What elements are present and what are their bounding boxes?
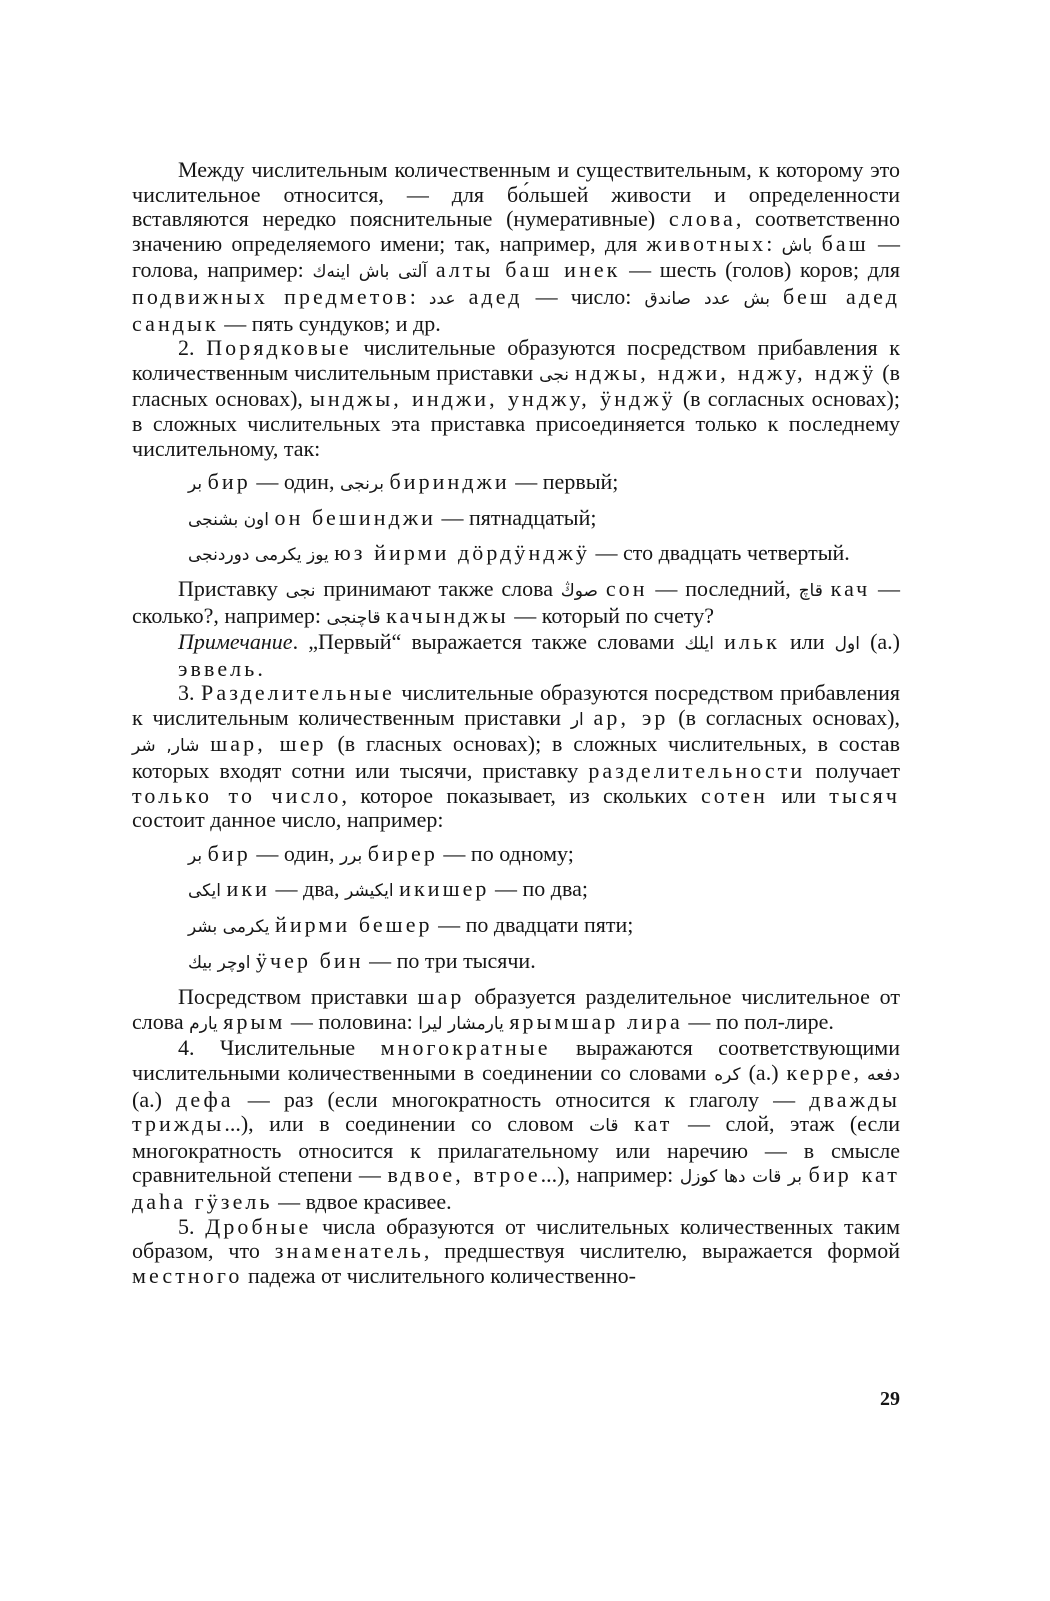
text-run: — первый; [509, 469, 619, 495]
text-run: — по двадцати пяти; [432, 912, 634, 938]
spaced-term: только то число [132, 782, 342, 808]
example-line [132, 506, 900, 533]
transliteration: нджы, нджи, нджу, нджӱ [575, 359, 877, 385]
text-run: — слой, этаж (если многократность относится к прилагательному или наречию — в смысле сравнительной степени — [132, 1111, 900, 1188]
spaced-term: сотен [700, 782, 768, 808]
text-run: . [257, 655, 263, 681]
transliteration: кач [830, 575, 871, 601]
spaced-term: Дробные [205, 1213, 312, 1239]
text-run: — пятнадцатый; [435, 504, 597, 530]
text-run: состоит данное число, например: [132, 807, 444, 833]
text-run: — два, [270, 876, 346, 902]
paragraph-ordinals [132, 336, 900, 461]
transliteration: шар, шер [210, 731, 327, 757]
text-run: получает [805, 758, 901, 784]
spaced-term: слова [668, 206, 736, 232]
example-line [132, 470, 900, 497]
text-run: (в согласных основах); в сложных числительных эта приставка присоединяется только к последнему числительному, так: [132, 386, 900, 461]
transliteration: шар [417, 984, 465, 1010]
text-run: Между числительным количественным и существительным, к которому это числительное относится, — для бо́льшей живости и определенности вставляются нередко пояснительные (нумеративные) [132, 157, 900, 232]
example-line [132, 949, 900, 976]
transliteration: адед [468, 283, 523, 309]
transliteration: икишер [399, 876, 490, 902]
text-run: образуется разделительное числительное от слова [132, 984, 900, 1034]
text-run: — по одному; [437, 840, 574, 866]
text-run: — по три тысячи. [363, 947, 536, 973]
text-run: Посредством приставки [178, 984, 418, 1010]
transliteration: кат [634, 1111, 673, 1137]
text-run: — сколько?, например: [132, 575, 901, 628]
transliteration: керре [786, 1060, 854, 1085]
transliteration: ярымшар лира [509, 1008, 683, 1034]
arabic-word: یارمشار لیرا [418, 1013, 504, 1034]
paragraph-fractions [132, 1215, 900, 1289]
arabic-word: ایکیشر [345, 881, 394, 902]
transliteration: бир [207, 469, 251, 495]
text-run: : [409, 283, 429, 309]
text-run [770, 284, 783, 309]
page-number: 29 [880, 1388, 900, 1410]
transliteration: качынджы [386, 602, 509, 628]
transliteration: ар, эр [593, 704, 669, 730]
spaced-term: разделительности [588, 758, 806, 784]
text-run: , которое показывает, из скольких [341, 782, 701, 808]
transliteration: ильк [724, 629, 780, 655]
text-run: , предшествуя числителю, выражается формой [423, 1238, 900, 1264]
spaced-term: знаменатель [274, 1238, 424, 1264]
arabic-word: ایکی [188, 881, 222, 902]
text-run: — один, [250, 469, 340, 495]
text-run: — по два; [489, 876, 588, 902]
examples-distributives [132, 842, 900, 975]
text-run: 4. Числительные [178, 1035, 381, 1061]
text-run: выражаются соответствующими числительными количественными в соединении со словами [132, 1035, 900, 1085]
arabic-word: یکرمی بشر [188, 917, 270, 938]
text-run: — шесть (голов) коров; для [620, 257, 901, 283]
paragraph-half [132, 985, 900, 1036]
spaced-term: местного [132, 1262, 243, 1288]
text-run: (а.) [132, 1086, 177, 1112]
text-run: , соответственно значению определяемого имени; так, например, для [132, 206, 900, 256]
text-run [714, 629, 724, 654]
text-run [427, 257, 436, 282]
paragraph-ordinal-prefix [132, 577, 900, 630]
text-run: . „Первый“ выражается также словами [292, 629, 685, 655]
text-run [619, 1111, 635, 1136]
arabic-word: اون بشنجی [188, 509, 269, 530]
text-run: Приставку [178, 575, 286, 601]
main-text [132, 158, 900, 1288]
text-run [598, 576, 606, 601]
text-run: или [767, 782, 830, 808]
text-run: — голова, например: [132, 230, 900, 283]
text-run: — по пол-лире. [682, 1008, 834, 1034]
transliteration: дефа [176, 1086, 234, 1112]
text-run: или [779, 629, 835, 655]
text-run [199, 731, 210, 756]
text-run [823, 576, 831, 601]
arabic-word: اول [834, 634, 860, 655]
arabic-word: بش عدد صاندق [644, 288, 770, 309]
arabic-word: برر [339, 845, 363, 866]
paragraph-distributives [132, 681, 900, 833]
arabic-word: قات [589, 1116, 619, 1137]
text-run [802, 1162, 809, 1187]
arabic-word: نجی [539, 364, 569, 385]
spaced-term: вдвое, втрое [387, 1162, 541, 1188]
arabic-word: بر [188, 845, 203, 866]
text-run: (в согласных основах), [668, 704, 901, 730]
transliteration: ярым [223, 1008, 286, 1034]
arabic-word: دفعه [867, 1065, 901, 1085]
text-run [584, 705, 594, 730]
text-run: — сто двадцать четвертый. [590, 540, 850, 566]
text-run: числительные образуются посредством прибавления к количественным числительным приставки [132, 335, 900, 385]
spaced-term: подвижных предметов [132, 283, 410, 309]
text-run: принимают также слова [315, 575, 561, 601]
arabic-word: بر قات دها کوزل [679, 1167, 803, 1188]
arabic-word: ار [570, 709, 584, 730]
paragraph-multiplicatives [132, 1036, 900, 1214]
transliteration: бирер [367, 840, 438, 866]
section-number: 2. [178, 335, 207, 361]
text-run: — вдвое красивее. [272, 1188, 452, 1214]
text-run: — половина: [285, 1008, 419, 1034]
note [132, 630, 900, 681]
text-run: (а.) [740, 1060, 787, 1085]
arabic-word: قاچ [798, 580, 823, 601]
text-run [456, 284, 469, 309]
arabic-word: ایلك [684, 634, 714, 655]
text-run: (а.) [859, 629, 900, 655]
text-run: (в гласных основах); в сложных числительных, в состав которых входят сотни или тысячи, приставку [132, 731, 900, 784]
example-line [132, 541, 900, 568]
arabic-word: عدد [428, 288, 456, 309]
arabic-word: کره [714, 1065, 741, 1085]
arabic-word: یارم [189, 1013, 218, 1034]
example-line [132, 877, 900, 904]
arabic-word: آلتی باش اینه‌ك [312, 262, 428, 283]
arabic-word: نجی [285, 580, 316, 601]
text-run: ...), например: [540, 1162, 680, 1188]
transliteration: бир [207, 840, 251, 866]
text-run: , [853, 1060, 867, 1085]
text-run: падежа от числительного количественно- [242, 1262, 636, 1288]
example-line [132, 913, 900, 940]
section-number: 3. [178, 680, 202, 706]
example-line [132, 842, 900, 869]
transliteration: беш адед сандык [132, 283, 900, 336]
spaced-term: Порядковые [206, 335, 352, 361]
text-run: (в гласных основах), [132, 359, 901, 412]
transliteration: бир кат даһа гӱзель [132, 1162, 900, 1214]
arabic-word: قاچنجی [326, 607, 381, 628]
spaced-term: дважды трижды [132, 1086, 901, 1137]
spaced-term: многократные [380, 1035, 551, 1061]
text-run: числительные образуются посредством прибавления к числительным количественным приставки [132, 680, 900, 730]
arabic-word: برنجی [339, 474, 384, 495]
spaced-term: животных [646, 230, 767, 256]
transliteration: ики [226, 876, 270, 902]
spaced-term: Разделительные [201, 680, 395, 706]
transliteration: эввель [178, 655, 258, 681]
arabic-word: بر [188, 474, 203, 495]
text-run: — пять сундуков; и др. [218, 310, 441, 336]
arabic-word: یوز یکرمی دوردنجی [188, 545, 329, 566]
text-run [812, 231, 821, 256]
transliteration: ӱчер бин [255, 947, 364, 973]
text-run: : [766, 230, 782, 256]
transliteration: он бешинджи [274, 504, 436, 530]
transliteration: ынджы, инджи, унджу, ӱнджӱ [310, 386, 676, 412]
arabic-word: اوچر بیك [188, 952, 251, 973]
transliteration: сон [605, 575, 648, 601]
text-run: — число: [522, 283, 645, 309]
note-label: Примечание [178, 629, 293, 655]
text-run: — последний, [647, 575, 799, 601]
arabic-word: شار, شر [132, 736, 200, 757]
text-run: ...), или в соединении со словом [224, 1111, 590, 1137]
arabic-word: صوڭ [560, 580, 598, 601]
spaced-term: тысяч [829, 782, 900, 808]
text-run: — раз (если многократность относится к глаголу — [233, 1086, 810, 1112]
transliteration: баш [821, 230, 869, 256]
transliteration: биринджи [389, 469, 510, 495]
arabic-word: باش [781, 235, 813, 256]
text-run: числа образуются от числительных количественных таким образом, что [132, 1213, 901, 1264]
transliteration: юз йирми дӧрдӱнджӱ [334, 540, 590, 566]
examples-ordinals [132, 470, 900, 568]
paragraph-numeratives [132, 158, 900, 336]
text-run: — один, [250, 840, 340, 866]
section-number: 5. [178, 1213, 206, 1239]
transliteration: йирми бешер [274, 912, 433, 938]
text-run: — который по счету? [508, 602, 714, 628]
transliteration: алты баш инек [435, 257, 621, 283]
